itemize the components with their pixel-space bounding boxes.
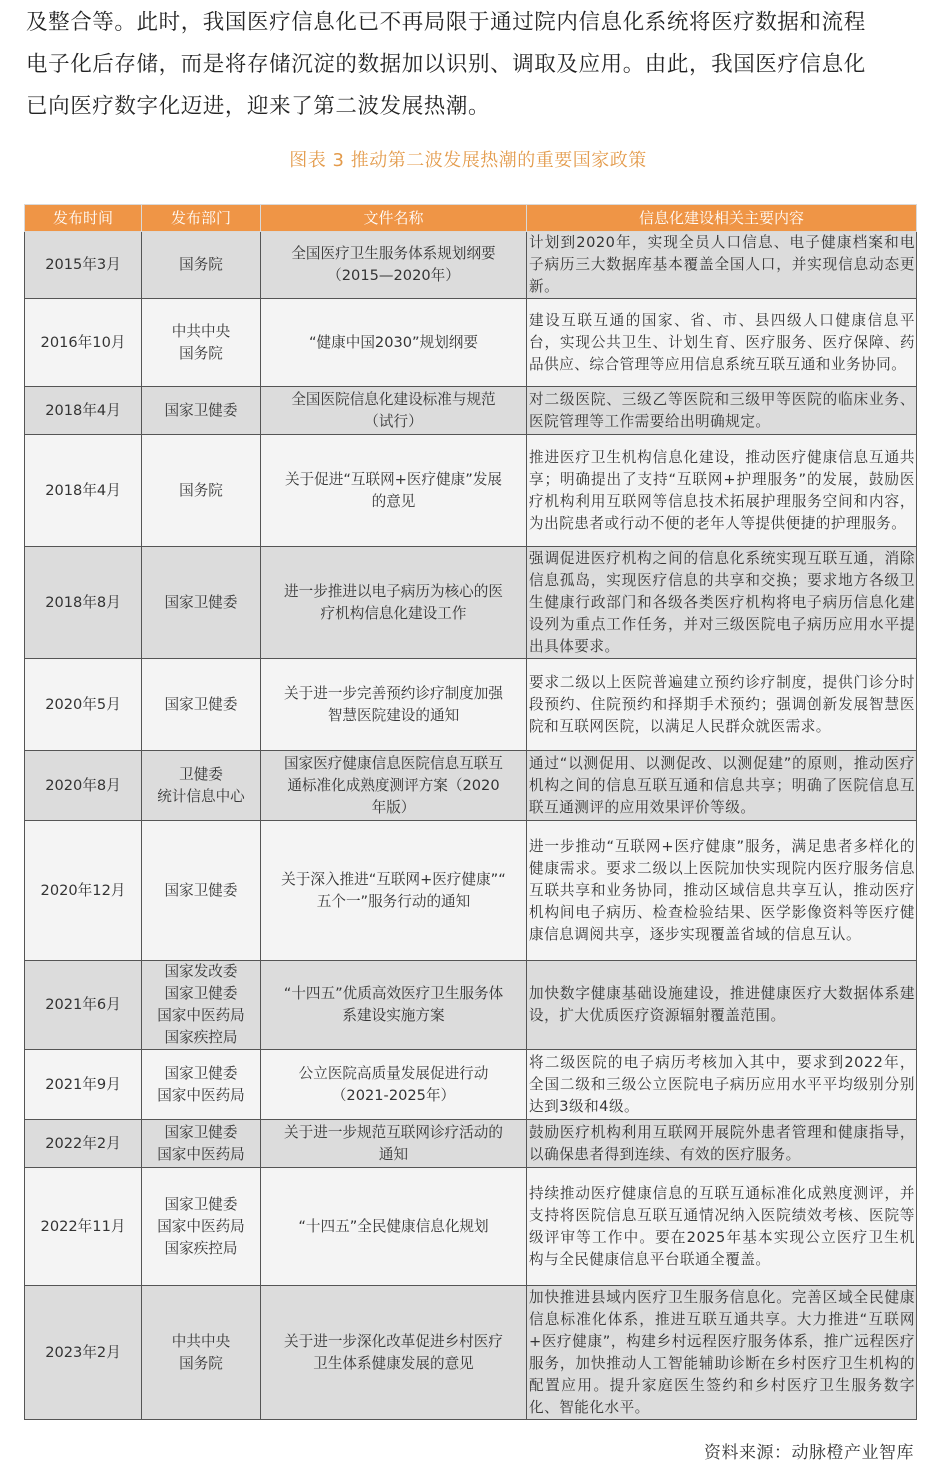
cell-content: 鼓励医疗机构利用互联网开展院外患者管理和健康指导，以确保患者得到连续、有效的医疗服务。 (527, 1120, 917, 1168)
doc-line: 的意见 (371, 492, 416, 510)
dept-line: 国家卫健委 (164, 1195, 238, 1213)
table-row (25, 821, 917, 961)
dept-line: 国家卫健委 (164, 985, 238, 1002)
cell-content: 要求二级以上医院普遍建立预约诊疗制度，提供门诊分时段预约、住院预约和择期手术预约；强调创新发展智慧医院和互联网医院，以满足人民群众就医需求。 (527, 659, 917, 751)
table-row (25, 387, 917, 435)
dept-line: 统计信息中心 (157, 787, 245, 805)
doc-line: 卫生体系健康发展的意见 (313, 1354, 474, 1372)
doc-line: 年版） (371, 798, 416, 816)
cell-date: 2023年2月 (25, 1286, 142, 1420)
doc-line: 通知 (378, 1145, 409, 1163)
cell-date: 2015年3月 (25, 232, 142, 299)
cell-content: 强调促进医疗机构之间的信息化系统实现互联互通，消除信息孤岛，实现医疗信息的共享和交换；要求地方各级卫生健康行政部门和各级各类医疗机构将电子病历信息化建设列为重点工作任务，并对三级医院电子病历应用水平提出具体要求。 (527, 547, 917, 659)
doc-line: “十四五”优质高效医疗卫生服务体 (283, 985, 504, 1002)
cell-doc (261, 1120, 527, 1168)
cell-date: 2020年8月 (25, 751, 142, 821)
policy-table (24, 204, 917, 1420)
cell-doc (261, 1286, 527, 1420)
cell-dept (142, 1286, 261, 1420)
table-body (25, 232, 917, 1420)
cell-content: 加快推进县域内医疗卫生服务信息化。完善区域全民健康信息标准化体系，推进互联互通共享。大力推进“互联网+医疗健康”，构建乡村远程医疗服务体系，推广远程医疗服务，加快推动人工智能辅助诊断在乡村医疗卫生机构的配置应用。提升家庭医生签约和乡村医疗卫生服务数字化、智能化水平。 (527, 1286, 917, 1420)
doc-line: （2021-2025年） (331, 1086, 456, 1104)
dept-line: 国家中医药局 (157, 1007, 245, 1024)
doc-line: 关于进一步规范互联网诊疗活动的 (284, 1123, 503, 1141)
cell-content: 建设互联互通的国家、省、市、县四级人口健康信息平台，实现公共卫生、计划生育、医疗服务、医疗保障、药品供应、综合管理等应用信息系统互联互通和业务协同。 (527, 299, 917, 387)
doc-line: 疗机构信息化建设工作 (320, 604, 467, 622)
dept-line: 国家卫健委 (164, 695, 238, 713)
table-header-row (25, 205, 917, 232)
doc-line: “十四五”全民健康信息化规划 (298, 1217, 489, 1235)
dept-line: 卫健委 (179, 765, 223, 783)
cell-doc (261, 435, 527, 547)
dept-line: 中共中央 (171, 322, 231, 340)
dept-line: 国家卫健委 (164, 881, 238, 899)
cell-date: 2018年4月 (25, 387, 142, 435)
cell-dept (142, 1168, 261, 1286)
dept-line: 国家卫健委 (164, 401, 238, 419)
cell-content: 推进医疗卫生机构信息化建设，推动医疗健康信息互通共享；明确提出了支持“互联网+护理服务”的发展，鼓励医疗机构利用互联网等信息技术拓展护理服务空间和内容，为出院患者或行动不便的老年人等提供便捷的护理服务。 (527, 435, 917, 547)
table-row (25, 659, 917, 751)
cell-doc (261, 299, 527, 387)
cell-doc (261, 659, 527, 751)
dept-line: 国家卫健委 (164, 1123, 238, 1141)
doc-line: 通标准化成熟度测评方案（2020 (287, 776, 500, 794)
header-doc: 文件名称 (261, 205, 527, 232)
doc-line: “健康中国2030”规划纲要 (308, 333, 478, 351)
cell-dept (142, 1120, 261, 1168)
table-row (25, 1120, 917, 1168)
cell-date: 2021年9月 (25, 1050, 142, 1120)
cell-content: 持续推动医疗健康信息的互联互通标准化成熟度测评，并支持将医院信息互联互通情况纳入医院绩效考核、医院等级评审等工作中。要在2025年基本实现公立医疗卫生机构与全民健康信息平台联通全覆盖。 (527, 1168, 917, 1286)
doc-line: （2015—2020年） (327, 267, 460, 284)
cell-dept (142, 659, 261, 751)
dept-line: 国家疾控局 (164, 1029, 238, 1046)
cell-date: 2018年4月 (25, 435, 142, 547)
doc-line: 关于进一步深化改革促进乡村医疗 (284, 1332, 503, 1350)
cell-dept (142, 1050, 261, 1120)
cell-dept (142, 435, 261, 547)
doc-line: 国家医疗健康信息医院信息互联互 (284, 754, 503, 772)
cell-date: 2020年12月 (25, 821, 142, 961)
dept-line: 国务院 (179, 481, 223, 499)
doc-line: 关于深入推进“互联网+医疗健康”“ (281, 870, 506, 888)
paragraph-line: 电子化后存储，而是将存储沉淀的数据加以识别、调取及应用。由此，我国医疗信息化 (26, 52, 866, 77)
cell-doc (261, 821, 527, 961)
doc-line: 关于进一步完善预约诊疗制度加强 (284, 684, 503, 702)
cell-doc (261, 1050, 527, 1120)
cell-content: 通过“以测促用、以测促改、以测促建”的原则，推动医疗机构之间的信息互联互通和信息共享；明确了医院信息互联互通测评的应用效果评价等级。 (527, 751, 917, 821)
paragraph-line: 已向医疗数字化迈进，迎来了第二波发展热潮。 (26, 94, 491, 119)
cell-doc (261, 232, 527, 299)
table-row (25, 1050, 917, 1120)
dept-line: 国家卫健委 (164, 593, 238, 611)
doc-line: 智慧医院建设的通知 (327, 706, 460, 724)
source-note: 资料来源：动脉橙产业智库 (704, 1443, 914, 1463)
doc-line: 系建设实施方案 (342, 1007, 445, 1024)
doc-line: 全国医院信息化建设标准与规范 (291, 390, 496, 408)
table-row (25, 1168, 917, 1286)
doc-line: 五个一”服务行动的通知 (316, 892, 471, 910)
dept-line: 国家发改委 (164, 963, 238, 980)
cell-date: 2018年8月 (25, 547, 142, 659)
table-row (25, 299, 917, 387)
intro-paragraph (26, 2, 918, 128)
cell-date: 2021年6月 (25, 961, 142, 1050)
table-row (25, 961, 917, 1050)
cell-dept (142, 299, 261, 387)
doc-line: （试行） (364, 412, 423, 430)
cell-doc (261, 751, 527, 821)
dept-line: 中共中央 (171, 1332, 231, 1350)
header-date: 发布时间 (25, 205, 142, 232)
doc-line: 关于促进“互联网+医疗健康”发展 (284, 470, 503, 488)
cell-dept (142, 751, 261, 821)
cell-content: 加快数字健康基础设施建设，推进健康医疗大数据体系建设，扩大优质医疗资源辐射覆盖范围。 (527, 961, 917, 1050)
doc-line: 进一步推进以电子病历为核心的医 (284, 582, 503, 600)
cell-doc (261, 961, 527, 1050)
cell-content: 将二级医院的电子病历考核加入其中，要求到2022年，全国二级和三级公立医院电子病历应用水平平均级别分别达到3级和4级。 (527, 1050, 917, 1120)
table-row (25, 435, 917, 547)
cell-dept (142, 821, 261, 961)
cell-content: 进一步推动“互联网+医疗健康”服务，满足患者多样化的健康需求。要求二级以上医院加快实现院内医疗服务信息互联共享和业务协同，推动区域信息共享互认，推动医疗机构间电子病历、检查检验结果、医学影像资料等医疗健康信息调阅共享，逐步实现覆盖省域的信息互认。 (527, 821, 917, 961)
dept-line: 国家中医药局 (157, 1217, 245, 1235)
cell-doc (261, 1168, 527, 1286)
figure-title: 图表 3 推动第二波发展热潮的重要国家政策 (289, 150, 647, 171)
table-row (25, 232, 917, 299)
cell-date: 2022年11月 (25, 1168, 142, 1286)
paragraph-line: 及整合等。此时，我国医疗信息化已不再局限于通过院内信息化系统将医疗数据和流程 (26, 10, 866, 35)
doc-line: 全国医疗卫生服务体系规划纲要 (291, 245, 496, 262)
header-dept: 发布部门 (142, 205, 261, 232)
cell-content: 对二级医院、三级乙等医院和三级甲等医院的临床业务、医院管理等工作需要给出明确规定。 (527, 387, 917, 435)
dept-line: 国务院 (179, 256, 223, 273)
dept-line: 国务院 (179, 344, 223, 362)
table-row (25, 547, 917, 659)
cell-doc (261, 387, 527, 435)
header-content: 信息化建设相关主要内容 (527, 205, 917, 232)
cell-date: 2020年5月 (25, 659, 142, 751)
table-row (25, 751, 917, 821)
cell-doc (261, 547, 527, 659)
dept-line: 国务院 (179, 1354, 223, 1372)
table-row (25, 1286, 917, 1420)
cell-date: 2022年2月 (25, 1120, 142, 1168)
dept-line: 国家卫健委 (164, 1064, 238, 1082)
cell-dept (142, 961, 261, 1050)
cell-dept (142, 387, 261, 435)
dept-line: 国家中医药局 (157, 1086, 245, 1104)
cell-dept (142, 547, 261, 659)
cell-content: 计划到2020年，实现全员人口信息、电子健康档案和电子病历三大数据库基本覆盖全国人口，并实现信息动态更新。 (527, 232, 917, 299)
cell-date: 2016年10月 (25, 299, 142, 387)
dept-line: 国家中医药局 (157, 1145, 245, 1163)
doc-line: 公立医院高质量发展促进行动 (298, 1064, 489, 1082)
dept-line: 国家疾控局 (164, 1239, 238, 1257)
cell-dept (142, 232, 261, 299)
